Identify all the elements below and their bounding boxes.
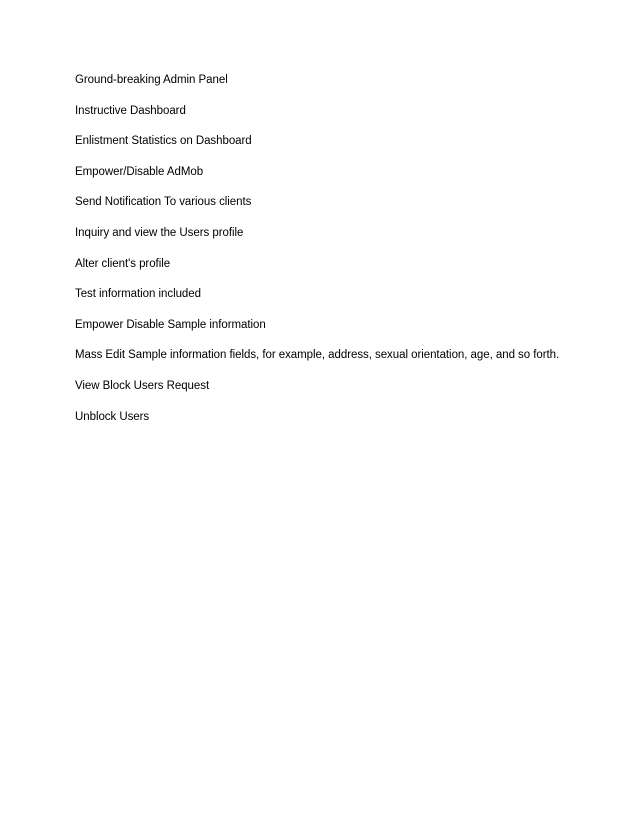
list-item: Empower Disable Sample information bbox=[75, 318, 266, 331]
list-item: Alter client's profile bbox=[75, 257, 171, 270]
list-item: Enlistment Statistics on Dashboard bbox=[75, 135, 252, 148]
list-item: Test information included bbox=[75, 288, 201, 301]
list-item: Unblock Users bbox=[75, 410, 150, 423]
list-item: Instructive Dashboard bbox=[75, 104, 186, 117]
list-item: Empower/Disable AdMob bbox=[75, 165, 204, 178]
list-item: Mass Edit Sample information fields, for example, address, sexual orientation, age, and so forth. bbox=[75, 349, 560, 362]
list-item: Send Notification To various clients bbox=[75, 196, 252, 209]
feature-list bbox=[75, 73, 615, 440]
list-item: Ground-breaking Admin Panel bbox=[75, 74, 228, 86]
list-item: View Block Users Request bbox=[75, 379, 210, 392]
list-item: Inquiry and view the Users profile bbox=[75, 226, 244, 239]
